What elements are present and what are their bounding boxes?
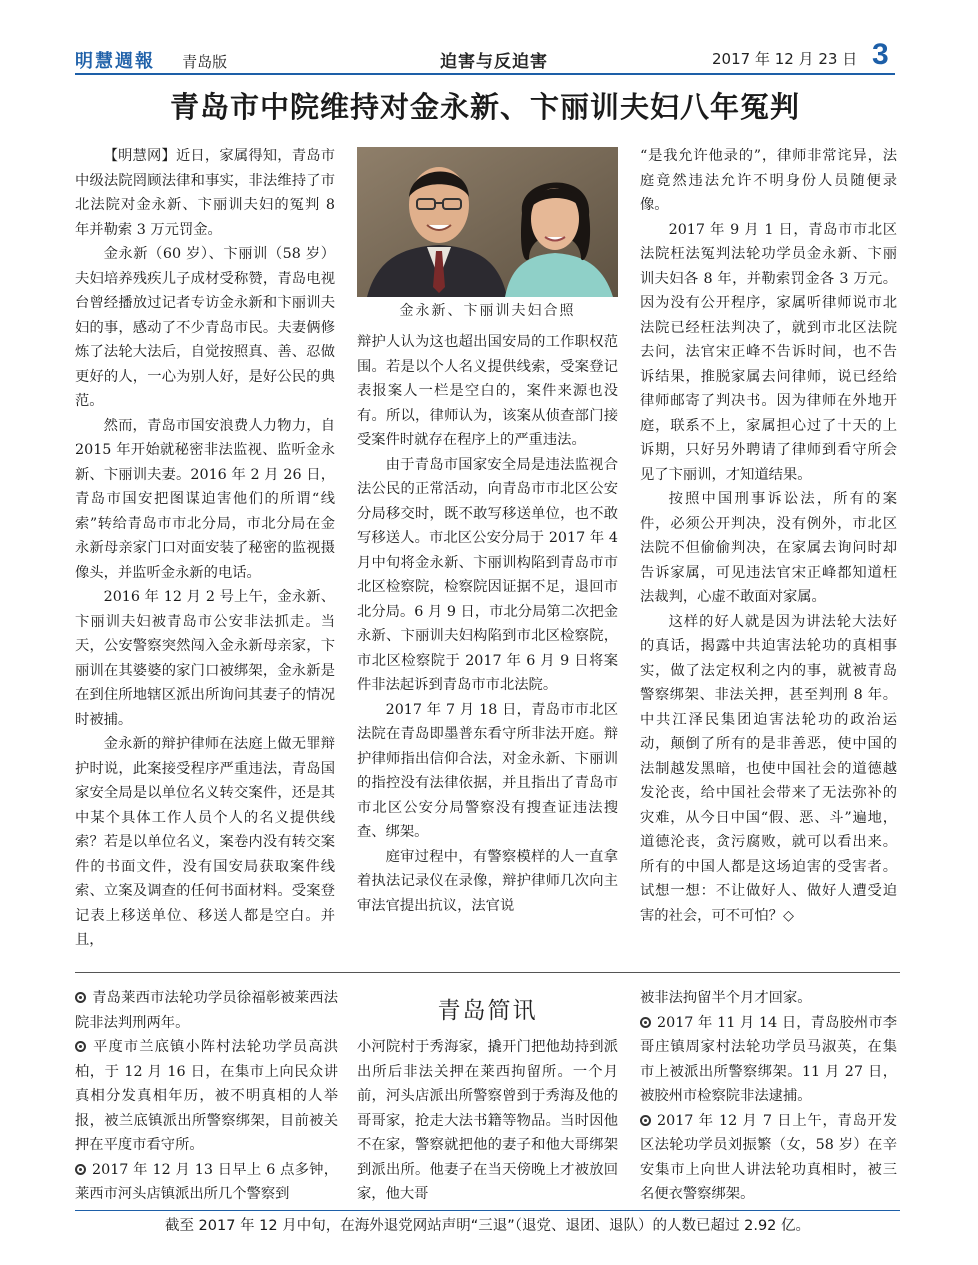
paragraph: 2017 年 9 月 1 日，青岛市市北区法院枉法冤判法轮功学员金永新、卞丽训夫妇各 8 年，并勒索罚金各 3 万元。因为没有公开程序，家属听律师说市北法院已经枉法判决了，就到市北区法院去问，法官宋正峰不告诉时间，也不告诉结果，推脱家属去问律师，说已经给律师邮寄了判决书。因为律师在外地开庭，联系不上，家属担心过了十天的上诉期，只好另外聘请了律师到看守所会见了卞丽训，才知道结果。 [640, 221, 897, 483]
brief-text: 2017 年 11 月 14 日，青岛胶州市李哥庄镇周家村法轮功学员马淑英，在集市上被派出所警察绑架。11 月 27 日，被胶州市检察院非法逮捕。 [640, 1014, 897, 1104]
brief-text: 被非法拘留半个月才回家。 [640, 990, 812, 1006]
brief-item [75, 1035, 338, 1158]
paragraph: 辩护人认为这也超出国安局的工作职权范围。若是以个人名义提供线索，受案登记表报案人一栏是空白的，案件来源也没有。所以，律师认为，该案从侦查部门接受案件时就存在程序上的严重违法。 [357, 334, 618, 448]
brief-item [357, 1035, 618, 1207]
paragraph: 庭审过程中，有警察模样的人一直拿着执法记录仪在录像，辩护律师几次向主审法官提出抗议，法官说 [357, 848, 618, 914]
brief-text: 2017 年 12 月 13 日早上 6 点多钟，莱西市河头店镇派出所几个警察到 [75, 1161, 338, 1202]
brief-item [640, 1011, 897, 1109]
masthead [75, 47, 227, 73]
brief-item [640, 986, 897, 1011]
paragraph: 然而，青岛市国安浪费人力物力，自 2015 年开始就秘密非法监视、监听金永新、卞丽训夫妻。2016 年 2 月 26 日，青岛市国安把图谋迫害他们的所谓“线索”转给青岛市市北分局，市北分局在金永新母亲家门口对面安装了秘密的监视摄像头，并监听金永新的电话。 [75, 417, 335, 581]
briefs-column-1 [75, 986, 338, 1207]
bullet-icon [640, 1017, 651, 1028]
paragraph: 这样的好人就是因为讲法轮大法好的真话，揭露中共迫害法轮功的真相事实，做了法定权利之内的事，就被青岛警察绑架、非法关押，甚至判刑 8 年。中共江泽民集团迫害法轮功的政治运动，颠倒了所有的是非善恶，使中国的法制越发黑暗，也使中国社会的道德越发沦丧，给中国社会带来了无法弥补的灾难，从今日中国“假、恶、斗”遍地，道德沦丧，贪污腐败，就可以看出来。所有的中国人都是这场迫害的受害者。试想一想：不让做好人、做好人遭受迫害的社会，可不可怕？◇ [640, 613, 897, 924]
paragraph: 【明慧网】近日，家属得知，青岛市中级法院罔顾法律和事实，非法维持了市北法院对金永新、卞丽训夫妇的冤判 8 年并勒索 3 万元罚金。 [75, 148, 335, 238]
couple-photo [357, 147, 618, 297]
bullet-icon [75, 1041, 86, 1052]
article-column-1 [75, 144, 335, 953]
section-divider [75, 972, 900, 973]
brief-text: 平度市兰底镇小阵村法轮功学员高洪柏，于 12 月 16 日，在集市上向民众讲真相分发真相年历，被不明真相的人举报，被兰底镇派出所警察绑架，目前被关押在平度市看守所。 [75, 1039, 338, 1153]
paragraph: 由于青岛市国家安全局是违法监视合法公民的正常活动，向青岛市市北区公安分局移交时，既不敢写移送单位，也不敢写移送人。市北区公安分局于 2017 年 4 月中旬将金永新、卞丽训构陷到青岛市市北区检察院，检察院因证据不足，退回市北分局。6 月 9 日，市北分局第二次把金永新、卞丽训夫妇构陷到市北区检察院，市北区检察院于 2017 年 6 月 9 日将案件非法起诉到青岛市市北法院。 [357, 456, 618, 693]
brand-logo: 明慧週報 [75, 51, 155, 72]
brief-text: 小河院村于秀海家，撬开门把他劫持到派出所后非法关押在莱西拘留所。一个月前，河头店派出所警察曾到于秀海及他的哥哥家，抢走大法书籍等物品。当时因他不在家，警察就把他的妻子和他大哥绑架到派出所。他妻子在当天傍晚上才被放回家，他大哥 [357, 1039, 618, 1202]
footer-rule [75, 1210, 900, 1211]
brief-text: 青岛莱西市法轮功学员徐福彰被莱西法院非法判刑两年。 [75, 990, 338, 1031]
bullet-icon [75, 992, 86, 1003]
bullet-icon [75, 1164, 86, 1175]
brief-item [640, 1109, 897, 1207]
article-column-2 [357, 330, 618, 918]
brief-text: 2017 年 12 月 7 日上午，青岛开发区法轮功学员刘振繁（女，58 岁）在辛安集市上向世人讲法轮功真相时，被三名便衣警察绑架。 [640, 1112, 897, 1202]
issue-date: 2017 年 12 月 23 日 [712, 50, 858, 68]
paragraph: 按照中国刑事诉讼法，所有的案件，必须公开判决，没有例外，市北区法院不但偷偷判决，在家属去询问时却告诉家属，可见违法官宋正峰都知道枉法裁判，心虚不敢面对家属。 [640, 491, 897, 605]
bullet-icon [640, 1115, 651, 1126]
edition-label: 青岛版 [182, 53, 228, 71]
footer-notice: 截至 2017 年 12 月中旬，在海外退党网站声明“三退”（退党、退团、退队）的人数已超过 2.92 亿。 [164, 1218, 811, 1234]
paragraph: “是我允许他录的”，律师非常诧异，法庭竟然违法允许不明身份人员随便录像。 [640, 148, 897, 213]
briefs-title: 青岛简讯 [437, 998, 538, 1024]
paragraph: 2016 年 12 月 2 号上午，金永新、卞丽训夫妇被青岛市公安非法抓走。当天，公安警察突然闯入金永新母亲家，卞丽训在其婆婆的家门口被绑架，金永新是在到住所地辖区派出所询问其妻子的情况时被捕。 [75, 589, 335, 728]
header-rule [75, 73, 895, 75]
paragraph: 2017 年 7 月 18 日，青岛市市北区法院在青岛即墨普东看守所非法开庭。辩护律师指出信仰合法，对金永新、卞丽训的指控没有法律依据，并且指出了青岛市市北区公安分局警察没有搜查证违法搜查、绑架。 [357, 701, 618, 840]
section-title: 迫害与反迫害 [440, 52, 548, 72]
paragraph: 金永新的辩护律师在法庭上做无罪辩护时说，此案接受程序严重违法，青岛国家安全局是以单位名义转交案件，还是其中某个具体工作人员个人的名义提供线索？若是以单位名义，案卷内没有转交案件的书面文件，没有国安局获取案件线索、立案及调查的任何书面材料。受案登记表上移送单位、移送人都是空白。并且， [75, 736, 335, 948]
brief-item [75, 986, 338, 1035]
briefs-column-2 [357, 1035, 618, 1207]
paragraph: 金永新（60 岁）、卞丽训（58 岁）夫妇培养残疾儿子成材受称赞，青岛电视台曾经播放过记者专访金永新和卞丽训夫妇的事，感动了不少青岛市民。夫妻俩修炼了法轮大法后，自觉按照真、善、忍做更好的人，一心为别人好，是好公民的典范。 [75, 246, 335, 409]
brief-item [75, 1158, 338, 1207]
photo-caption: 金永新、卞丽训夫妇合照 [399, 303, 576, 319]
briefs-column-3 [640, 986, 897, 1207]
page-number: 3 [872, 38, 889, 71]
article-title: 青岛市中院维持对金永新、卞丽训夫妇八年冤判 [169, 90, 800, 124]
article-column-3 [640, 144, 897, 928]
